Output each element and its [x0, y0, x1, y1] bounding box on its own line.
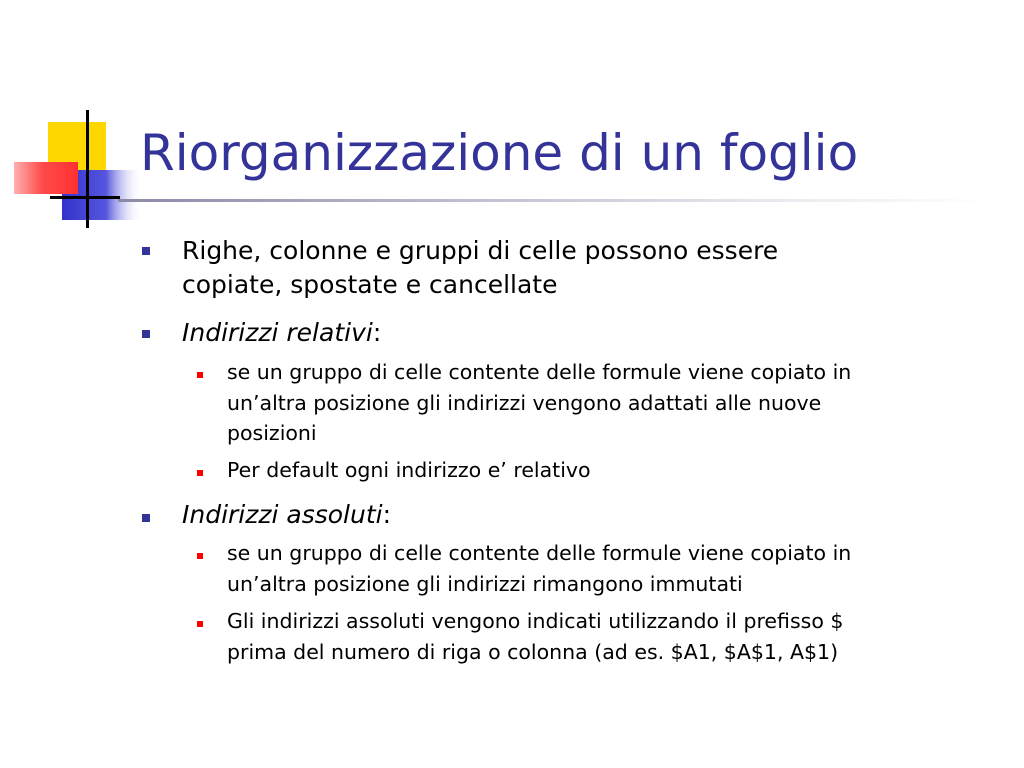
decorative-logo [0, 0, 160, 240]
level2-bullet-icon [197, 470, 203, 476]
level2-bullet-icon [197, 553, 203, 559]
level2-bullet-icon [197, 372, 203, 378]
level1-bullet-icon [142, 330, 150, 338]
level1-bullet-icon [142, 514, 150, 522]
logo-red-square [14, 162, 78, 194]
sub-bullet-text: un’altra posizione gli indirizzi vengono adattati alle nuove [227, 391, 822, 415]
logo-horizontal-line [50, 196, 120, 199]
sub-bullet-text: posizioni [227, 421, 317, 445]
sub-bullet-text: Gli indirizzi assoluti vengono indicati utilizzando il prefisso $ [227, 609, 844, 633]
colon: : [382, 500, 392, 529]
sub-bullet-text: un’altra posizione gli indirizzi rimangono immutati [227, 572, 743, 596]
sub-bullet-text: prima del numero di riga o colonna (ad es. $A1, $A$1, A$1) [227, 640, 839, 664]
sub-bullet-text: se un gruppo di celle contente delle formule viene copiato in [227, 541, 852, 565]
level2-bullet-icon [197, 621, 203, 627]
title-underline [118, 199, 988, 202]
italic-term: Indirizzi relativi [182, 318, 373, 347]
bullet-text: Righe, colonne e gruppi di celle possono essere [182, 236, 779, 265]
italic-term: Indirizzi assoluti [182, 500, 383, 529]
sub-bullet-text: Per default ogni indirizzo e’ relativo [227, 458, 591, 482]
colon: : [372, 318, 382, 347]
sub-bullet-text: se un gruppo di celle contente delle formule viene copiato in [227, 360, 852, 384]
level1-bullet-icon [142, 247, 150, 255]
bullet-heading [182, 498, 391, 531]
bullet-heading [182, 316, 381, 349]
slide-title: Riorganizzazione di un foglio [140, 124, 859, 182]
bullet-text: copiate, spostate e cancellate [182, 270, 558, 299]
logo-vertical-line [86, 110, 89, 228]
